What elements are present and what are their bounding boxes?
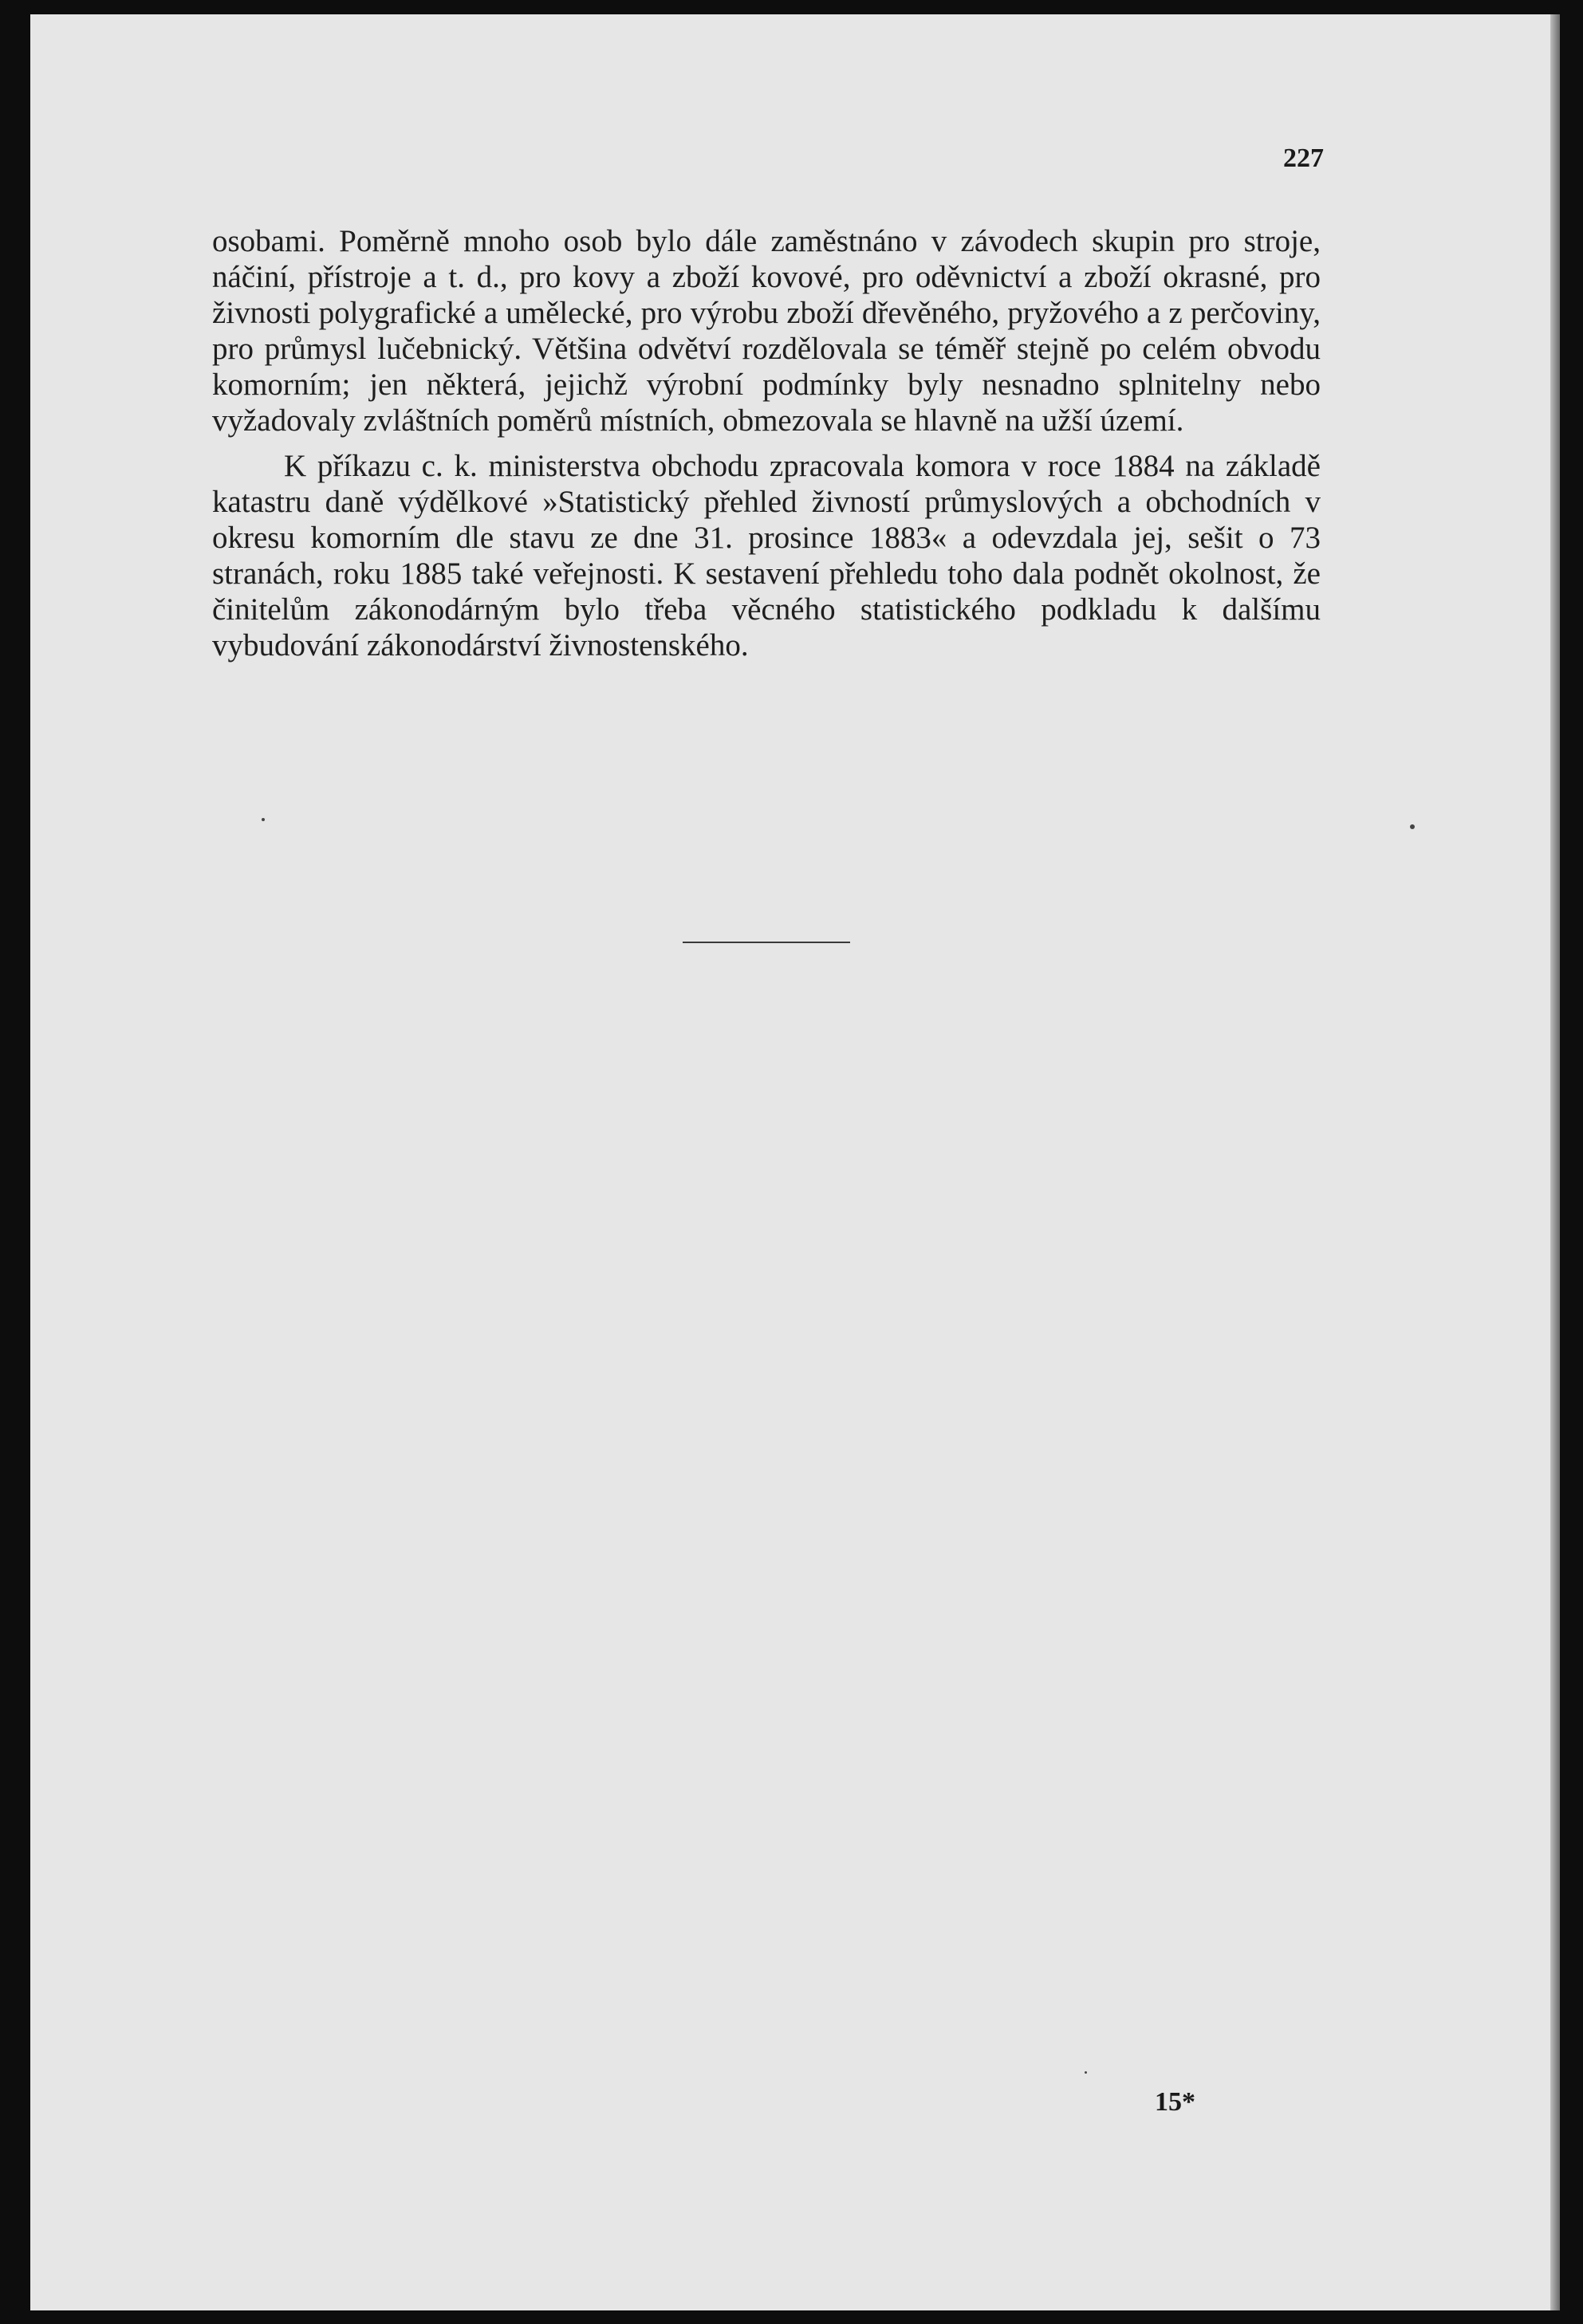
page-edge	[1550, 14, 1560, 2310]
print-speck	[1410, 824, 1415, 829]
paragraph-1: osobami. Poměrně mnoho osob bylo dále zaměstnáno v závodech skupin pro stroje, náčiní, přístroje a t. d., pro kovy a zboží kovové, pro oděvnictví a zboží okrasné, pro živnosti polygrafické a umělecké, pro výrobu zboží dřevěného, pryžového a z perčoviny, pro průmysl lučebnický. Většina odvětví rozdělovala se téměř stejně po celém obvodu komorním; jen některá, jejichž výrobní podmínky byly nesnadno splnitelny nebo vyžadovaly zvláštních poměrů místních, obmezovala se hlavně na užší území.	[212, 224, 1321, 438]
signature-mark: 15*	[1155, 2087, 1195, 2117]
print-speck	[262, 818, 265, 821]
page-number: 227	[1283, 144, 1324, 173]
print-speck	[1085, 2071, 1087, 2074]
document-page	[30, 14, 1560, 2310]
section-divider	[683, 942, 850, 943]
paragraph-2: K příkazu c. k. ministerstva obchodu zpracovala komora v roce 1884 na základě katastru daně výdělkové »Statistický přehled živností průmyslových a obchodních v okresu komorním dle stavu ze dne 31. prosince 1883« a odevzdala jej, sešit o 73 stranách, roku 1885 také veřejnosti. K sestavení přehledu toho dala podnět okolnost, že činitelům zákonodárným bylo třeba věcného statistického podkladu k dalšímu vybudování zákonodárství živnostenského.	[212, 449, 1321, 663]
body-text	[212, 223, 1321, 663]
